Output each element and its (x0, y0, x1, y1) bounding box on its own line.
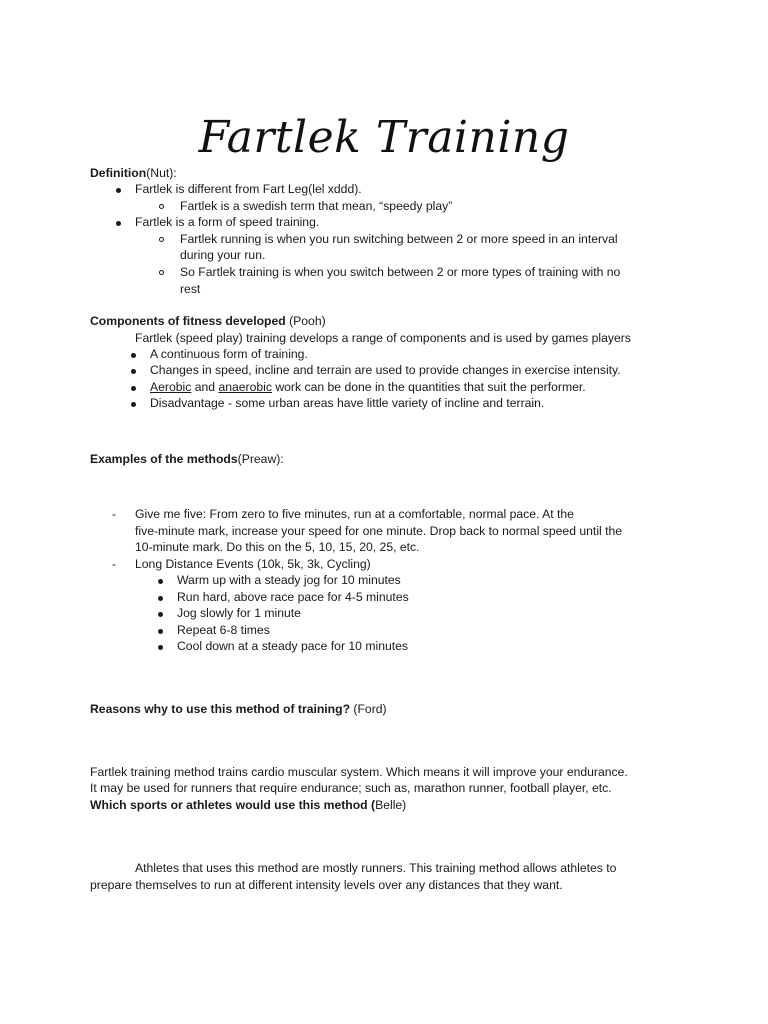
reasons-heading-label: Reasons why to use this method of training? (90, 702, 351, 716)
give-five-line: five-minute mark, increase your speed for one minute. Drop back to normal speed until the (135, 524, 623, 538)
bullet-icon (131, 369, 136, 374)
examples-heading-label: Examples of the methods (90, 452, 238, 466)
bullet-icon (158, 596, 163, 601)
bullet-icon (158, 629, 163, 634)
step-item: Run hard, above race pace for 4-5 minutes (177, 590, 409, 604)
bullet-icon (158, 579, 163, 584)
sports-line: prepare themselves to run at different intensity levels over any distances that they want. (90, 878, 563, 892)
definition-item: Fartlek is a form of speed training. (135, 215, 320, 229)
definition-subitem: Fartlek running is when you run switching between 2 or more speed in an interval (180, 232, 618, 246)
sports-heading-label: Which sports or athletes would use this method ( (90, 798, 376, 812)
step-item: Warm up with a steady jog for 10 minutes (177, 573, 401, 587)
definition-heading-label: Definition (90, 166, 147, 180)
and-text: and (191, 380, 219, 394)
components-item-aerobic (150, 380, 586, 394)
examples-heading (90, 452, 284, 466)
bullet-icon (158, 612, 163, 617)
bullet-icon (131, 386, 136, 391)
components-heading (90, 314, 326, 328)
definition-author: (Nut): (146, 166, 177, 180)
sports-author: Belle) (375, 798, 407, 812)
page-title: Fartlek Training (198, 112, 570, 163)
definition-subitem-continued: rest (180, 282, 201, 296)
bullet-icon (116, 188, 121, 193)
bullet-icon (158, 645, 163, 650)
sports-line: Athletes that uses this method are mostly runners. This training method allows athletes to (135, 861, 617, 875)
components-heading-label: Components of fitness developed (90, 314, 286, 328)
give-five-line: 10-minute mark. Do this on the 5, 10, 15, 20, 25, etc. (135, 540, 420, 554)
reasons-author: (Ford) (353, 702, 387, 716)
examples-author: (Preaw): (237, 452, 284, 466)
aerobic-rest-text: work can be done in the quantities that suit the performer. (271, 380, 586, 394)
long-distance-line: Long Distance Events (10k, 5k, 3k, Cycling) (135, 557, 371, 571)
reasons-heading (90, 702, 387, 716)
bullet-icon (131, 402, 136, 407)
definition-subitem: So Fartlek training is when you switch between 2 or more types of training with no (180, 265, 621, 279)
definition-item: Fartlek is different from Fart Leg(lel xddd). (135, 182, 362, 196)
reasons-line: Fartlek training method trains cardio muscular system. Which means it will improve your endurance. (90, 765, 628, 779)
circle-bullet-icon (159, 270, 164, 275)
components-item: Changes in speed, incline and terrain are used to provide changes in exercise intensity. (150, 363, 621, 377)
components-item: Disadvantage - some urban areas have little variety of incline and terrain. (150, 396, 545, 410)
dash-marker: - (112, 557, 117, 571)
bullet-icon (116, 221, 121, 226)
components-item: A continuous form of training. (150, 347, 308, 361)
circle-bullet-icon (159, 204, 164, 209)
bullet-icon (131, 353, 136, 358)
definition-heading (90, 166, 177, 180)
step-item: Cool down at a steady pace for 10 minutes (177, 639, 409, 653)
sports-heading (90, 798, 406, 812)
anaerobic-link[interactable]: anaerobic (218, 380, 272, 394)
components-author: (Pooh) (289, 314, 326, 328)
step-item: Jog slowly for 1 minute (177, 606, 301, 620)
definition-subitem: Fartlek is a swedish term that mean, “speedy play” (180, 199, 453, 213)
aerobic-link[interactable]: Aerobic (150, 380, 192, 394)
give-five-line: Give me five: From zero to five minutes, run at a comfortable, normal pace. At the (135, 507, 574, 521)
dash-marker: - (112, 507, 117, 521)
definition-subitem-continued: during your run. (180, 248, 266, 262)
reasons-line: It may be used for runners that require endurance; such as, marathon runner, football player, etc. (90, 781, 612, 795)
circle-bullet-icon (159, 237, 164, 242)
step-item: Repeat 6-8 times (177, 623, 270, 637)
components-intro: Fartlek (speed play) training develops a range of components and is used by games players (135, 331, 631, 345)
